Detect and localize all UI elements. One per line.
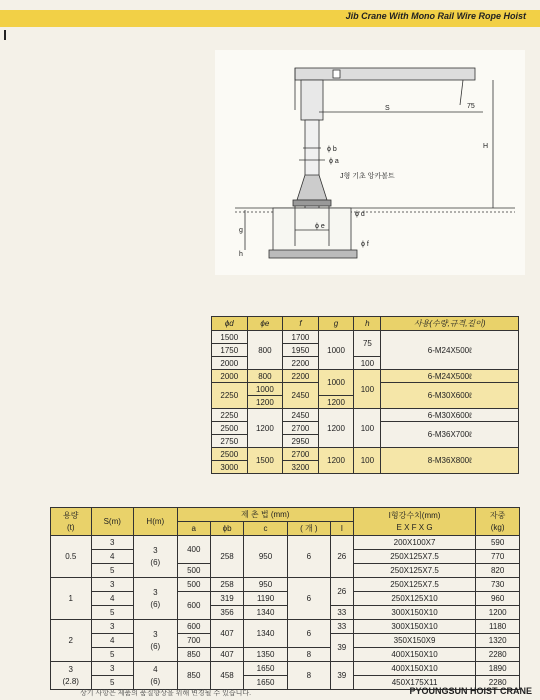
- capacity-value-alt: (2.8): [62, 676, 79, 686]
- cell: 730: [476, 578, 520, 592]
- table-row: [51, 662, 520, 676]
- col-h: h: [354, 317, 381, 331]
- cell: 6-M30X600ℓ: [381, 383, 519, 409]
- base-gusset: [297, 175, 327, 200]
- cell: 1650: [244, 662, 288, 676]
- table-row: [212, 409, 519, 422]
- cell: 1750: [212, 344, 248, 357]
- cell: 400: [177, 536, 210, 564]
- dims-unit: (mm): [270, 509, 290, 519]
- cell: 400X150X10: [353, 648, 476, 662]
- cell: 250X125X7.5: [353, 550, 476, 564]
- table-row: [212, 331, 519, 344]
- cell: 2: [51, 620, 92, 662]
- cell: 2280: [476, 648, 520, 662]
- cell: 2500: [212, 448, 248, 461]
- cell: 6-M30X600ℓ: [381, 409, 519, 422]
- cell: 1890: [476, 662, 520, 676]
- cell: 100: [354, 448, 381, 474]
- table-row: [212, 370, 519, 383]
- cell: 4: [91, 634, 134, 648]
- col-dims: [177, 508, 353, 522]
- capacity-label: 용량: [63, 510, 79, 520]
- cell: [51, 662, 92, 690]
- col-g: g: [318, 317, 354, 331]
- cell: 4: [91, 550, 134, 564]
- cell: 350X150X9: [353, 634, 476, 648]
- h-value-alt: (6): [150, 676, 161, 686]
- cell: 1320: [476, 634, 520, 648]
- cell: 2250: [212, 383, 248, 409]
- cell: 850: [177, 662, 210, 690]
- cell: 258: [210, 578, 243, 592]
- cell: 2450: [283, 383, 319, 409]
- cell: 3000: [212, 461, 248, 474]
- cell: 1000: [318, 370, 354, 396]
- cell: 26: [330, 536, 353, 578]
- cell: 2700: [283, 422, 319, 435]
- dim-phif-label: ϕ f: [361, 241, 369, 248]
- dim-g-label: g: [239, 227, 243, 234]
- cell: 258: [210, 536, 243, 578]
- cell: 250X125X7.5: [353, 564, 476, 578]
- cell: 39: [330, 662, 353, 690]
- dim-phie-label: ϕ e: [315, 223, 325, 230]
- cell: 1200: [247, 409, 283, 448]
- table-row: [51, 536, 520, 550]
- dim-hsmall-label: h: [239, 251, 243, 258]
- cell: 6: [287, 536, 330, 578]
- col-bolt: 사용(수량,규격,길이): [381, 317, 519, 331]
- cell: 5: [91, 606, 134, 620]
- dim-phia-label: ϕ a: [329, 158, 339, 165]
- cell: 850: [177, 648, 210, 662]
- cell: 700: [177, 634, 210, 648]
- col-capacity: [51, 508, 92, 536]
- weight-unit: (kg): [490, 522, 505, 532]
- beam-label: I형강수치(mm): [388, 510, 441, 520]
- cell: 1340: [244, 606, 288, 620]
- cell: 200X100X7: [353, 536, 476, 550]
- cell: 33: [330, 606, 353, 620]
- cell: 590: [476, 536, 520, 550]
- footer-note: 상기 사항은 제품의 품질향상을 위해 변경될 수 있습니다.: [80, 690, 252, 697]
- cell: 2500: [212, 422, 248, 435]
- dim-phid-label: ϕ d: [355, 211, 365, 218]
- anchor-bolt-label: J형 기초 앙카볼트: [340, 173, 395, 180]
- cell: 800: [247, 331, 283, 370]
- cell: 1000: [247, 383, 283, 396]
- h-value: 3: [153, 545, 158, 555]
- cell: 500: [177, 578, 210, 592]
- cell: 100: [354, 357, 381, 370]
- cell: 5: [91, 564, 134, 578]
- cell: 2250: [212, 409, 248, 422]
- col-s: S(m): [91, 508, 134, 536]
- cell: 33: [330, 620, 353, 634]
- cell: 319: [210, 592, 243, 606]
- cell: 1190: [244, 592, 288, 606]
- cell: 500: [177, 564, 210, 578]
- cell: 8: [287, 662, 330, 690]
- col-beam: [353, 508, 476, 536]
- h-value-alt: (6): [150, 557, 161, 567]
- cell: 75: [354, 331, 381, 357]
- cell: 6-M24X500ℓ: [381, 370, 519, 383]
- cell: 300X150X10: [353, 606, 476, 620]
- cell: 3: [91, 536, 134, 550]
- h-value: 3: [153, 629, 158, 639]
- cell: 1500: [212, 331, 248, 344]
- cell: 3200: [283, 461, 319, 474]
- cell: [134, 536, 178, 578]
- page-title: Jib Crane With Mono Rail Wire Rope Hoist: [345, 11, 526, 21]
- cell: 400X150X10: [353, 662, 476, 676]
- cell: 1200: [247, 396, 283, 409]
- cell: 2000: [212, 370, 248, 383]
- foundation-pit: [273, 208, 351, 253]
- cell: 1200: [318, 448, 354, 474]
- table-row: [51, 606, 520, 620]
- col-h: H(m): [134, 508, 178, 536]
- cell: 6: [287, 620, 330, 648]
- cell: 1: [51, 578, 92, 620]
- jib-crane-drawing: [215, 50, 525, 275]
- cell: 770: [476, 550, 520, 564]
- cell: 2750: [212, 435, 248, 448]
- cell: 3: [91, 662, 134, 676]
- cell: 2700: [283, 448, 319, 461]
- cell: 8-M36X800ℓ: [381, 448, 519, 474]
- cell: 300X150X10: [353, 620, 476, 634]
- h-value-alt: (6): [150, 599, 161, 609]
- header-bar: [0, 10, 540, 27]
- cell: 1180: [476, 620, 520, 634]
- cell: 39: [330, 634, 353, 662]
- cell: 2950: [283, 435, 319, 448]
- cell: 2280: [476, 676, 520, 690]
- cell: 1200: [476, 606, 520, 620]
- col-f: f: [283, 317, 319, 331]
- cell: [134, 578, 178, 620]
- cell: 3: [91, 620, 134, 634]
- cell: 407: [210, 620, 243, 648]
- cell: [134, 620, 178, 662]
- cell: 2450: [283, 409, 319, 422]
- table-header-row: [51, 508, 520, 522]
- cell: 100: [354, 409, 381, 448]
- cell: 600: [177, 592, 210, 620]
- col-i: I: [330, 522, 353, 536]
- cell: 2200: [283, 370, 319, 383]
- cell: 450X175X11: [353, 676, 476, 690]
- cell: 8: [287, 648, 330, 662]
- cell: 1200: [318, 396, 354, 409]
- cell: 4: [91, 592, 134, 606]
- dims-label: 제 촌 법: [240, 509, 269, 519]
- cell: 26: [330, 578, 353, 606]
- capacity-value: 3: [68, 664, 73, 674]
- cell: 1000: [318, 331, 354, 370]
- table-header-row: [212, 317, 519, 331]
- col-c: c: [244, 522, 288, 536]
- table-row: [212, 448, 519, 461]
- cell: 250X125X10: [353, 592, 476, 606]
- cell: 1340: [244, 620, 288, 648]
- cell: 5: [91, 676, 134, 690]
- table-row: [51, 620, 520, 634]
- table-row: [51, 578, 520, 592]
- cell: 960: [476, 592, 520, 606]
- boom-beam: [295, 68, 475, 80]
- cell: 1500: [247, 448, 283, 474]
- cell: 2000: [212, 357, 248, 370]
- col-count: ( 개 ): [287, 522, 330, 536]
- column-head: [301, 80, 323, 120]
- col-b: ϕb: [210, 522, 243, 536]
- base-plate: [293, 200, 331, 206]
- cell: 100: [354, 370, 381, 409]
- beam-sub: E X F X G: [396, 522, 433, 532]
- cell: 0.5: [51, 536, 92, 578]
- cell: 950: [244, 536, 288, 578]
- col-phid: ϕd: [212, 317, 248, 331]
- cell: 2200: [283, 357, 319, 370]
- foundation-gravel: [269, 250, 357, 258]
- cell: 1700: [283, 331, 319, 344]
- cell: 250X125X7.5: [353, 578, 476, 592]
- cell: 356: [210, 606, 243, 620]
- cell: 6-M36X700ℓ: [381, 422, 519, 448]
- dim-h-label: H: [483, 143, 489, 150]
- cell: 458: [210, 662, 243, 690]
- dim-s-label: S: [385, 105, 390, 112]
- foundation-table: [211, 316, 519, 474]
- hoist-box: [333, 70, 340, 78]
- table-row: [51, 648, 520, 662]
- cell: 6-M24X500ℓ: [381, 331, 519, 370]
- cell: 800: [247, 370, 283, 383]
- cell: [134, 662, 178, 690]
- cell: 950: [244, 578, 288, 592]
- col-a: a: [177, 522, 210, 536]
- cell: 5: [91, 648, 134, 662]
- col-phie: ϕe: [247, 317, 283, 331]
- h-value: 3: [153, 587, 158, 597]
- cell: 1650: [244, 676, 288, 690]
- cell: 820: [476, 564, 520, 578]
- h-value: 4: [153, 664, 158, 674]
- h-value-alt: (6): [150, 641, 161, 651]
- footer-brand: PYOUNGSUN HOIST CRANE: [409, 686, 532, 696]
- cell: 1200: [318, 409, 354, 448]
- cell: 1950: [283, 344, 319, 357]
- table-row: [51, 592, 520, 606]
- cell: 1350: [244, 648, 288, 662]
- weight-label: 자중: [489, 510, 506, 520]
- cell: 600: [177, 620, 210, 634]
- spec-table: [50, 507, 520, 690]
- dim-phib-label: ϕ b: [327, 146, 337, 153]
- dim-75-label: 75: [467, 103, 475, 110]
- cell: 407: [210, 648, 243, 662]
- col-weight: [476, 508, 520, 536]
- page-edge-mark: [4, 30, 6, 40]
- capacity-unit: (t): [66, 522, 75, 532]
- cell: 6: [287, 578, 330, 620]
- cell: 3: [91, 578, 134, 592]
